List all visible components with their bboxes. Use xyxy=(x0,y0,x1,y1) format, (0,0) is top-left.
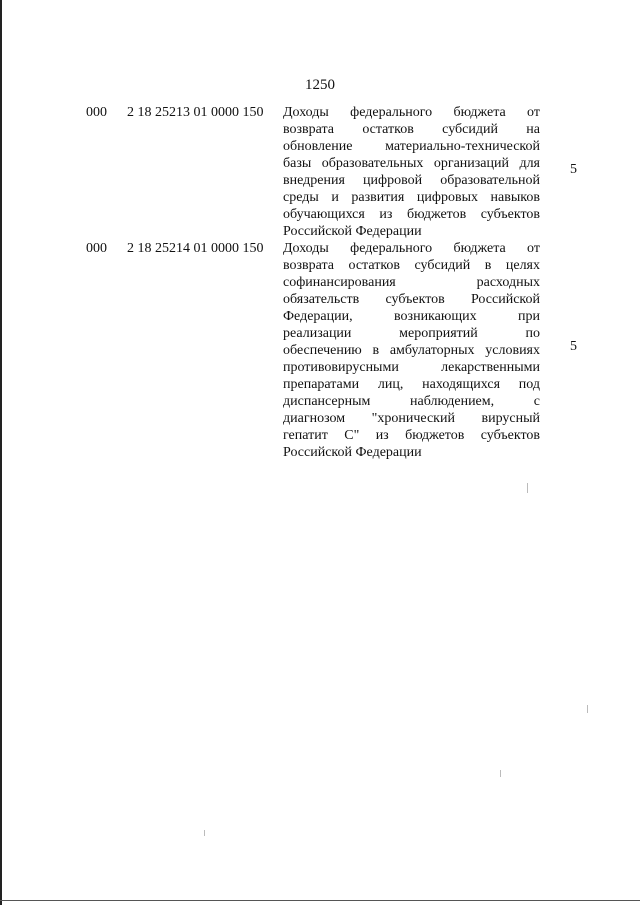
admin-code: 000 xyxy=(86,105,107,120)
description-line: Российской Федерации xyxy=(283,445,422,460)
page-number: 1250 xyxy=(305,77,335,93)
description-line: обеспечению в амбулаторных условиях xyxy=(283,343,540,358)
description-line: препаратами лиц, находящихся под xyxy=(283,377,540,392)
description-line: возврата остатков субсидий в целях xyxy=(283,258,540,273)
revenue-description xyxy=(283,104,540,240)
description-line: базы образовательных организаций для xyxy=(283,156,540,171)
description-line: обновление материально-технической xyxy=(283,139,540,154)
amount-value: 5 xyxy=(570,339,577,354)
page-left-border xyxy=(0,0,2,905)
description-line: софинансирования расходных xyxy=(283,275,540,290)
admin-code: 000 xyxy=(86,241,107,256)
description-line: Доходы федерального бюджета от xyxy=(283,241,540,256)
description-line: среды и развития цифровых навыков xyxy=(283,190,540,205)
description-line: обязательств субъектов Российской xyxy=(283,292,540,307)
description-line: реализации мероприятий по xyxy=(283,326,540,341)
description-line: внедрения цифровой образовательной xyxy=(283,173,540,188)
description-line: диагнозом "хронический вирусный xyxy=(283,411,540,426)
description-line: Российской Федерации xyxy=(283,224,422,239)
budget-classification-code: 2 18 25213 01 0000 150 xyxy=(127,105,264,120)
revenue-description xyxy=(283,240,540,461)
description-line: обучающихся из бюджетов субъектов xyxy=(283,207,540,222)
description-line: гепатит С" из бюджетов субъектов xyxy=(283,428,540,443)
description-line: Доходы федерального бюджета от xyxy=(283,105,540,120)
scan-speck xyxy=(204,830,205,836)
scan-speck xyxy=(587,705,588,713)
scan-speck xyxy=(527,483,528,493)
description-line: противовирусными лекарственными xyxy=(283,360,540,375)
description-line: возврата остатков субсидий на xyxy=(283,122,540,137)
description-line: Федерации, возникающих при xyxy=(283,309,540,324)
page-bottom-line xyxy=(0,900,640,901)
description-line: диспансерным наблюдением, с xyxy=(283,394,540,409)
scan-speck xyxy=(500,770,501,777)
budget-classification-code: 2 18 25214 01 0000 150 xyxy=(127,241,264,256)
amount-value: 5 xyxy=(570,162,577,177)
